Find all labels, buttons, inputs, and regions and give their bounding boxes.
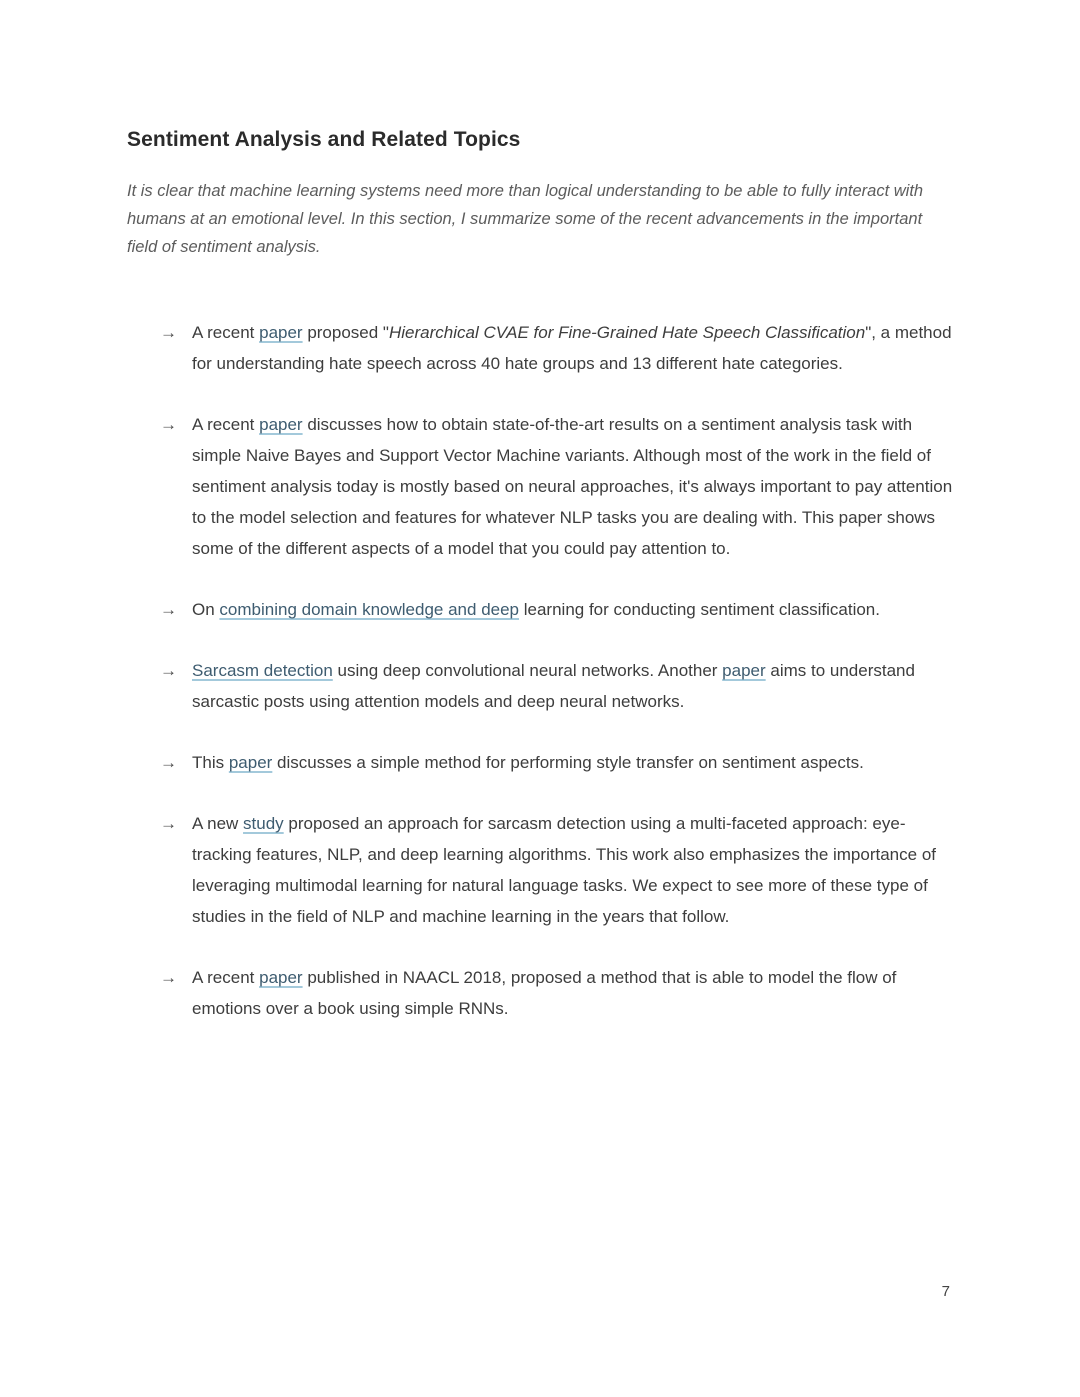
list-item-text: A recent paper proposed "Hierarchical CVAE for Fine-Grained Hate Speech Classification", a method for understanding hate speech across 40 hate groups and 13 different hate categories. <box>192 323 952 374</box>
list-item <box>160 409 953 564</box>
arrow-bullet-icon: → <box>160 600 177 620</box>
inline-link[interactable]: paper <box>259 323 303 343</box>
arrow-bullet-icon: → <box>160 415 177 435</box>
list-item <box>160 962 953 1024</box>
list-item <box>160 317 953 379</box>
list-item <box>160 808 953 932</box>
inline-link[interactable]: paper <box>259 968 303 988</box>
inline-link[interactable]: paper <box>228 753 273 773</box>
inline-link[interactable]: combining domain knowledge and deep <box>219 600 520 620</box>
section-title: Sentiment Analysis and Related Topics <box>127 128 521 151</box>
italic-text: Hierarchical CVAE for Fine-Grained Hate Speech Classification <box>388 323 866 343</box>
list-item-text: A recent paper discusses how to obtain state-of-the-art results on a sentiment analysis task with simple Naive Bayes and Support Vector Machine variants. Although most of the work in the field of sentiment analysis today is mostly based on neural approaches, it's always important to pay attention to the model selection and features for whatever NLP tasks you are dealing with. This paper shows some of the different aspects of a model that you could pay attention to. <box>192 415 953 559</box>
arrow-bullet-icon: → <box>160 814 177 834</box>
list-item-text: A recent paper published in NAACL 2018, proposed a method that is able to model the flow of emotions over a book using simple RNNs. <box>192 968 897 1019</box>
list-item <box>160 655 953 717</box>
arrow-bullet-icon: → <box>160 661 177 681</box>
inline-link[interactable]: Sarcasm detection <box>192 661 333 681</box>
intro-paragraph: It is clear that machine learning systems need more than logical understanding to be able to fully interact with humans at an emotional level. In this section, I summarize some of the recent advancements in the important field of sentiment analysis. <box>127 182 924 257</box>
list-item-text: Sarcasm detection using deep convolutional neural networks. Another paper aims to understand sarcastic posts using attention models and deep neural networks. <box>192 661 915 712</box>
list-item-text: A new study proposed an approach for sarcasm detection using a multi-faceted approach: eye-tracking features, NLP, and deep learning algorithms. This work also emphasizes the importance of leveraging multimodal learning for natural language tasks. We expect to see more of these type of studies in the field of NLP and machine learning in the years that follow. <box>192 814 936 927</box>
inline-link[interactable]: study <box>243 814 284 834</box>
inline-link[interactable]: paper <box>722 661 766 681</box>
list-item-text: On combining domain knowledge and deep learning for conducting sentiment classification. <box>192 600 880 620</box>
list-item <box>160 747 953 778</box>
inline-link[interactable]: paper <box>259 415 303 435</box>
list-item <box>160 594 953 625</box>
bullet-list <box>127 317 953 1024</box>
arrow-bullet-icon: → <box>160 753 177 773</box>
arrow-bullet-icon: → <box>160 323 177 343</box>
arrow-bullet-icon: → <box>160 968 177 988</box>
page-number: 7 <box>941 1283 950 1300</box>
list-item-text: This paper discusses a simple method for performing style transfer on sentiment aspects. <box>192 753 864 773</box>
